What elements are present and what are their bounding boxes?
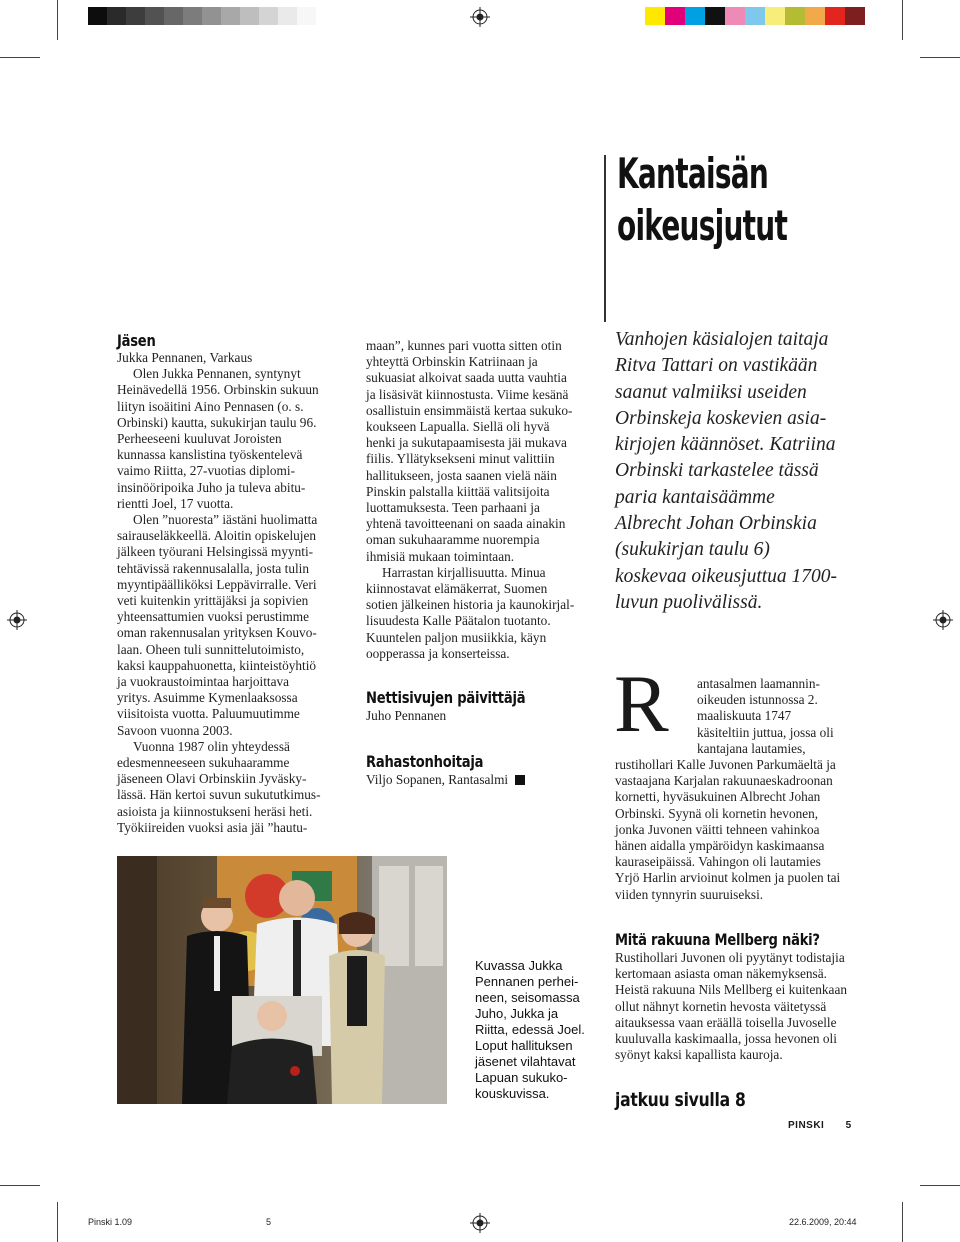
color-swatch: [665, 7, 685, 25]
text-line: yhteyttä Orbinskin Katriinaan ja: [366, 354, 538, 370]
text-line: henki ja sukutapaamisesta jäi mukava: [366, 435, 567, 451]
text-line: myyntipäälliköksi Leppävirralle. Veri: [117, 576, 317, 592]
color-swatch: [240, 7, 259, 25]
crop-mark: [902, 1202, 903, 1242]
treasurer-heading: Rahastonhoitaja: [366, 752, 484, 771]
web-name: Juho Pennanen: [366, 708, 447, 723]
person-joel: [227, 996, 322, 1104]
text-line: koukseen Lapualla. Siellä oli hyvä: [366, 419, 550, 435]
text-line: Olen Jukka Pennanen, syntynyt: [133, 366, 301, 382]
color-swatch: [221, 7, 240, 25]
text-line: Työkiireiden vuoksi asia jäi ”hautu-: [117, 819, 308, 835]
text-line: laan. Oheen tuli sunnittelutoimisto,: [117, 641, 305, 657]
text-line: fiilis. Yllätyksekseni minut valittiin: [366, 451, 555, 467]
text-line: viisitoista vuotta. Paluumuutimme: [117, 706, 300, 722]
text-line: luottamuksesta. Teen parhaani ja: [366, 500, 540, 516]
text-line: hallitukseen, josta saanen vielä näin: [366, 467, 557, 483]
subhead-text: Rustihollari Juvonen oli pyytänyt todistajia kertomaan asiasta oman näkemyksensä. Heistä rakuuna Nils Mellberg ei kuitenkaan ollut nähnyt kornetin hevosta väitetyssä aitauksessa vaan eräällä toisella Juvoselle kuuluvalla kaskimaalla, jossa hevonen oli syönyt kaksi kapallista kauroja.: [615, 950, 848, 1063]
treasurer-line: [366, 772, 525, 788]
member-heading: Jäsen: [117, 331, 156, 350]
text-line: liityn isoäitini Aino Pennasen (o. s.: [117, 398, 304, 414]
text-line: ja vuokraustoimintaa harjoittava: [117, 674, 290, 690]
crop-mark: [920, 57, 960, 58]
title-line-2: oikeusjutut: [617, 201, 788, 250]
crop-mark: [0, 1185, 40, 1186]
text-line: vaimo Riitta, 27-vuotias diplomi-: [117, 463, 296, 479]
text-line: lisuudesta Kalle Päätalon tuotanto.: [366, 613, 551, 629]
text-line: yhteensattumien vuoksi perustimme: [117, 609, 310, 625]
text-line: oman sukuhaaramme nuorempia: [366, 532, 540, 548]
end-mark-icon: [515, 775, 525, 785]
text-line: Orbinski) kautta, sukukirjan taulu 96.: [117, 414, 317, 430]
crop-mark: [0, 57, 40, 58]
text-line: Heinävedellä 1956. Orbinskin sukuun: [117, 382, 319, 398]
web-heading: Nettisivujen päivittäjä: [366, 688, 526, 707]
registration-mark-bottom-icon: [470, 1213, 490, 1233]
color-swatch: [745, 7, 765, 25]
drop-cap: R: [614, 658, 669, 749]
title-rule: [604, 155, 606, 322]
crop-mark: [902, 0, 903, 40]
text-line: Riitta, edessä Joel.: [475, 1022, 585, 1037]
text-line: insinööripoika Juho ja tuleva abitu-: [117, 479, 306, 495]
color-swatch: [88, 7, 107, 25]
color-swatch: [645, 7, 665, 25]
text-line: Kuvassa Jukka: [475, 958, 563, 973]
text-line: Loput hallituksen: [475, 1038, 573, 1053]
color-swatch: [183, 7, 202, 25]
member-name-line: Jukka Pennanen, Varkaus: [117, 350, 253, 365]
text-line: yhtenä tavoitteenani on saada ainakin: [366, 516, 566, 532]
text-line: Pinskin palstalla kiittää valitsijoita: [366, 483, 550, 499]
color-swatch: [164, 7, 183, 25]
color-swatch: [259, 7, 278, 25]
article-intro: Vanhojen käsialojen taitaja Ritva Tattari on vastikään saanut valmiiksi useiden Orbinskeja koskevien asiakirjojen käännöset. Katriina Orbinski tarkastelee tässä paria kantaisäämme Albrecht Johan Orbinskia (sukukirjan taulu 6) koskevaa oikeusjuttua 1700-luvun puolivälissä.: [615, 329, 838, 613]
slug-datetime: 22.6.2009, 20:44: [789, 1217, 857, 1227]
color-swatch: [278, 7, 297, 25]
member-column-1: [117, 350, 353, 836]
text-line: asioista ja kiinnostukseni heräsi heti.: [117, 803, 313, 819]
photo-caption: [475, 958, 595, 1102]
text-line: jäsenet vilahtavat: [475, 1054, 576, 1069]
registration-mark-right-icon: [933, 610, 953, 630]
folio-page: 5: [845, 1120, 852, 1131]
member-text-col2: [366, 338, 602, 662]
text-line: käsiteltiin juttua, jossa oli: [697, 724, 834, 740]
text-line: sotien jälkeinen historia ja kaunokirjal-: [366, 597, 575, 613]
color-swatch: [107, 7, 126, 25]
text-line: Lapuan sukuko-: [475, 1070, 568, 1085]
text-line: tehtävissä rakennusalalla, josta tulin: [117, 560, 310, 576]
color-swatch: [297, 7, 316, 25]
crop-mark: [57, 0, 58, 40]
member-column-2: [366, 338, 602, 662]
text-line: jäseneen Olavi Orbinskiin Jyväsky-: [117, 771, 307, 787]
story-body: rustihollari Kalle Juvonen Parkumäeltä ja vastaajana Karjalan rakuunaeskadroonan kornetti, hyväsukuinen Albrecht Johan Orbinski. Syynä oli kornetin hevonen, jonka Juvonen väitti tehneen vahinkoa hänen aidalla ympäröidyn kaskimaansa kauraseipäissä. Vahingon oli lautamies Yrjö Harlin arvioinut kolmen ja puolen tai viiden tynnyrin suuruiseksi.: [615, 757, 841, 902]
text-line: Pennanen perhei-: [475, 974, 579, 989]
subhead: Mitä rakuuna Mellberg näki?: [615, 930, 820, 949]
crop-mark: [920, 1185, 960, 1186]
text-line: maan”, kunnes pari vuotta sitten otin: [366, 338, 562, 353]
folio-magazine: PINSKI: [788, 1120, 825, 1131]
story-opening: [697, 676, 849, 757]
text-line: sukuasiat alkoivat saada uutta vauhtia: [366, 370, 567, 386]
text-line: kantajana lautamies,: [697, 740, 806, 756]
text-line: Perheeseeni kuuluvat Joroisten: [117, 431, 282, 447]
text-line: antasalmen laamannin-: [697, 676, 820, 691]
crop-mark: [57, 1202, 58, 1242]
color-swatch: [685, 7, 705, 25]
text-line: edesmenneeseen sukuhaaramme: [117, 755, 290, 771]
text-line: ja lisäsivät kiinnostusta. Viime kesänä: [366, 386, 569, 402]
text-line: Vuonna 1987 olin yhteydessä: [133, 738, 290, 754]
text-line: maaliskuuta 1747: [697, 708, 792, 724]
member-text-col1: [117, 366, 353, 836]
text-line: Kuuntelen paljon musiikkia, käyn: [366, 629, 547, 645]
text-line: veti kuitenkin yrittäjäksi ja sopivien: [117, 593, 309, 609]
text-line: kaksi kauppahuonetta, kiinteistöyhtiö: [117, 657, 317, 673]
folio: [788, 1120, 852, 1131]
color-swatch: [825, 7, 845, 25]
text-line: neen, seisomassa: [475, 990, 580, 1005]
article-title: [617, 148, 787, 252]
title-line-1: Kantaisän: [617, 149, 769, 198]
text-line: rientti Joel, 17 vuotta.: [117, 495, 234, 511]
text-line: oopperassa ja konserteissa.: [366, 645, 510, 661]
slug-file: Pinski 1.09: [88, 1217, 133, 1227]
text-line: jälkeen työurani Helsingissä myynti-: [117, 544, 314, 560]
continued-link[interactable]: jatkuu sivulla 8: [615, 1089, 746, 1111]
color-swatch: [202, 7, 221, 25]
color-swatch: [845, 7, 865, 25]
color-swatch: [765, 7, 785, 25]
color-swatch: [725, 7, 745, 25]
text-line: kouskuvissa.: [475, 1086, 550, 1101]
text-line: sairauseläkkeellä. Aloitin opiskelujen: [117, 528, 317, 544]
text-line: osallistuin ensimmäistä kertaa sukuko-: [366, 402, 573, 418]
color-swatch: [145, 7, 164, 25]
text-line: Juho, Jukka ja: [475, 1006, 559, 1021]
text-line: kunnassa kanslistina työskentelevä: [117, 447, 303, 463]
text-line: oman rakennusalan yrityksen Kouvo-: [117, 625, 317, 641]
registration-mark-top-icon: [470, 7, 490, 27]
text-line: Olen ”nuoresta” iästäni huolimatta: [133, 512, 318, 528]
text-line: lässä. Hän kertoi suvun sukututkimus-: [117, 787, 321, 803]
family-photo: [117, 856, 447, 1104]
text-line: kiinnostavat elämäkerrat, Suomen: [366, 581, 548, 597]
color-swatch: [705, 7, 725, 25]
text-line: yritys. Asuimme Kymenlaaksossa: [117, 690, 298, 706]
slug-page: 5: [266, 1217, 272, 1227]
text-line: ihmisiä mukaan toimintaan.: [366, 548, 515, 564]
text-line: Savoon vuonna 2003.: [117, 722, 233, 738]
color-swatch: [805, 7, 825, 25]
color-swatch: [785, 7, 805, 25]
text-line: Harrastan kirjallisuutta. Minua: [382, 564, 546, 580]
color-swatch: [126, 7, 145, 25]
treasurer-name: Viljo Sopanen, Rantasalmi: [366, 772, 509, 787]
registration-mark-left-icon: [7, 610, 27, 630]
text-line: oikeuden istunnossa 2.: [697, 692, 818, 708]
